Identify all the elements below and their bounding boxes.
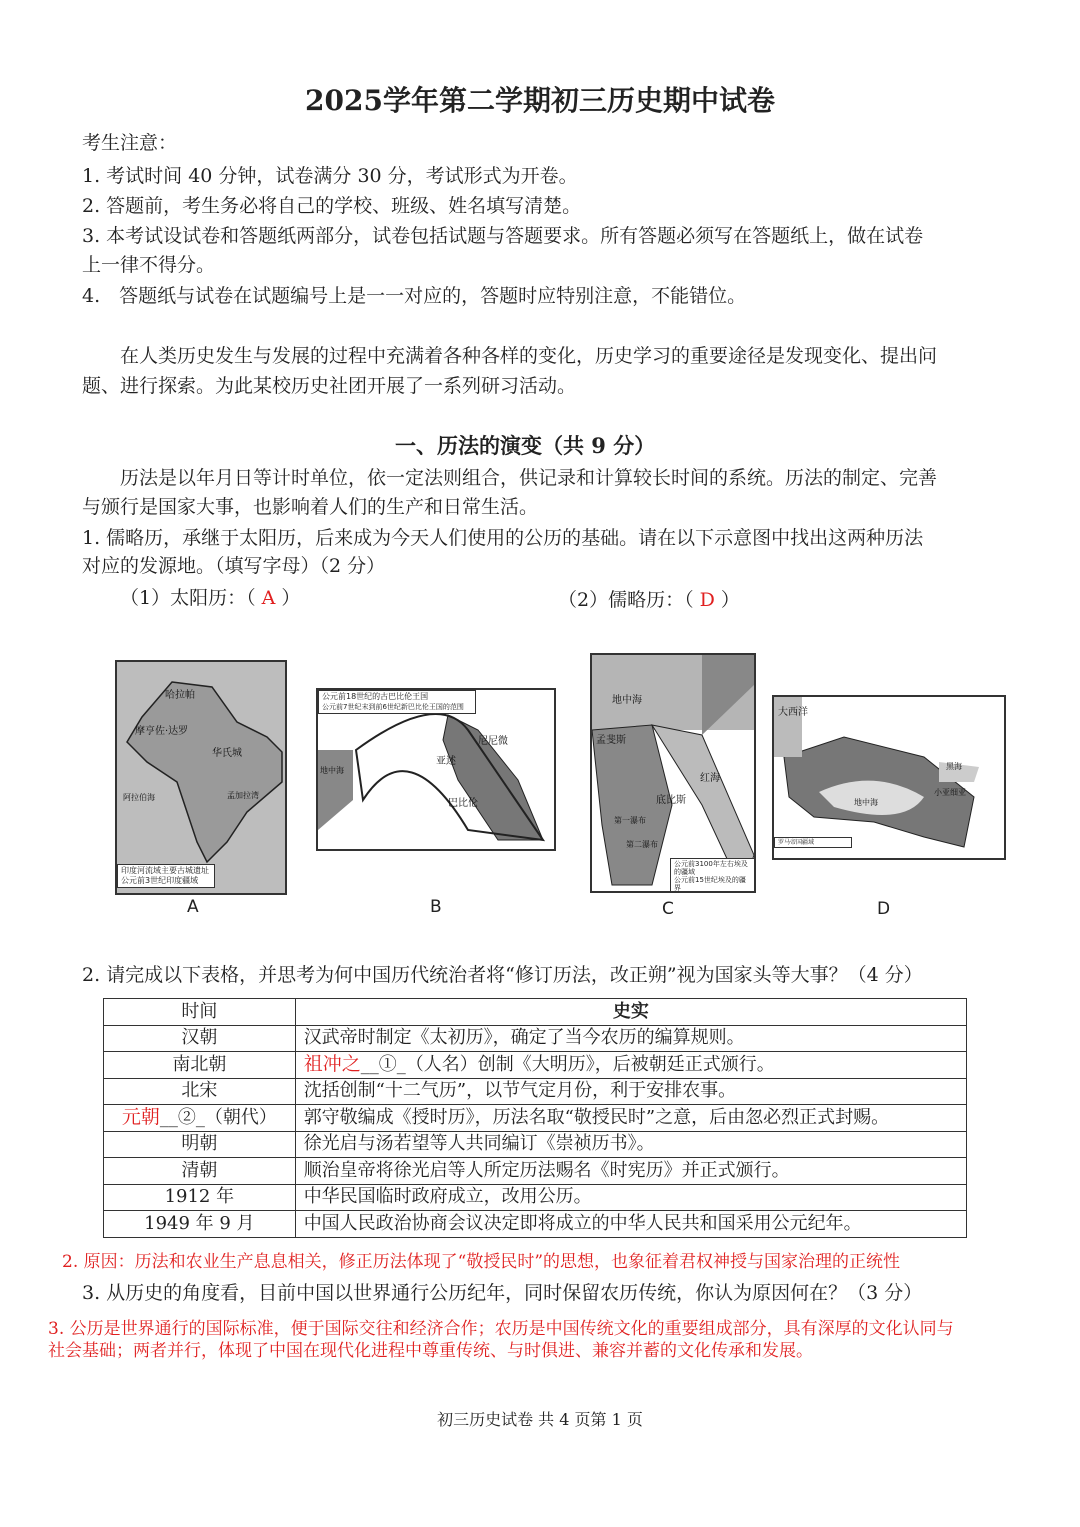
q1-part2-label: （2）儒略历：（ [558,589,694,611]
cell-time: 1912 年 [104,1184,296,1211]
page-footer: 初三历史试卷 共 4 页第 1 页 [437,1410,643,1429]
map-c-egypt [590,653,756,893]
q1-part1-answer: A [261,587,276,609]
map-label: 黑海 [946,762,962,771]
q3-answer: 3. 公历是世界通行的国际标准，便于国际交往和经济合作；农历是中国传统文化的重要组成部分，具有深厚的文化认同与 [48,1319,954,1339]
calendar-history-table [103,998,967,1238]
cell-fact: 顺治皇帝将徐光启等人所定历法赐名《时宪历》并正式颁行。 [295,1158,966,1185]
header-time: 时间 [104,999,296,1026]
table-header-row [104,999,967,1026]
table-row [104,1052,967,1079]
legend-item: 公元前3世纪印度疆域 [121,876,199,885]
map-a-india [115,660,287,895]
map-letter: A [187,897,199,917]
cell-fact: 中华民国临时政府成立，改用公历。 [295,1184,966,1211]
section-desc: 与颁行是国家大事，也影响着人们的生产和日常生活。 [82,496,539,518]
intro-line: 在人类历史发生与发展的过程中充满着各种各样的变化，历史学习的重要途径是发现变化、提出问 [82,345,938,367]
map-label: 大西洋 [778,707,808,718]
cell-fact-text: __①_（人名）创制《大明历》，后被朝廷正式颁行。 [360,1054,775,1076]
map-label: 地中海 [320,766,344,775]
map-b-mesopotamia [316,688,556,851]
map-legend [318,690,476,714]
map-label: 第二瀑布 [626,840,658,849]
q1-part2 [558,588,740,612]
cell-fact: 郭守敬编成《授时历》，历法名取“敬授民时”之意，后由忽必烈正式封赐。 [295,1105,966,1132]
header-fact: 史实 [295,999,966,1026]
map-label: 亚述 [436,756,456,767]
page-title: 2025学年第二学期初三历史期中试卷 [305,84,775,117]
section-heading: 一、历法的演变（共 9 分） [395,433,656,458]
map-label: 底比斯 [656,795,686,806]
legend-item: 公元前18世纪的古巴比伦王国 [322,692,429,701]
section-desc: 历法是以年月日等计时单位，依一定法则组合，供记录和计算较长时间的系统。历法的制定、完善 [82,467,938,489]
map-label: 第一瀑布 [614,816,646,825]
map-letter: B [430,897,442,917]
cell-time: 明朝 [104,1131,296,1158]
q2-answer: 2. 原因：历法和农业生产息息相关，修正历法体现了“敬授民时”的思想，也象征着君权神授与国家治理的正统性 [62,1252,901,1272]
map-label: 哈拉帕 [165,690,195,701]
map-label: 地中海 [854,798,878,807]
cell-time: 1949 年 9 月 [104,1211,296,1238]
map-legend [670,858,756,893]
intro-line: 题、进行探索。为此某校历史社团开展了一系列研习活动。 [82,375,577,397]
cell-time: 南北朝 [104,1052,296,1079]
fill-answer-2: 元朝 [121,1106,160,1129]
cell-fact: 汉武帝时制定《太初历》，确定了当今农历的编算规则。 [295,1025,966,1052]
notice-item: 3. 本考试设试卷和答题纸两部分，试卷包括试题与答题要求。所有答题必须写在答题纸上，做在试卷 [82,225,924,247]
q1-part1 [120,586,300,610]
map-legend [117,864,215,888]
q1-part2-answer: D [699,589,715,611]
map-label: 华氏城 [212,748,242,759]
legend-item: 公元前15世纪埃及的疆界 [674,876,746,892]
map-d-rome [772,695,1006,860]
egypt-outline [592,655,754,891]
map-label: 小亚细亚 [934,788,966,797]
cell-time: 汉朝 [104,1025,296,1052]
cell-fact: 沈括创制“十二气历”，以节气定月份，利于安排农事。 [295,1078,966,1105]
q3-text: 3. 从历史的角度看，目前中国以世界通行公历纪年，同时保留农历传统，你认为原因何在？（3 分） [82,1282,923,1304]
cell-time-text: __②_（朝代） [159,1107,277,1129]
table-row [104,1025,967,1052]
legend-item: 公元前7世纪末到前6世纪新巴比伦王国的范围 [322,703,464,711]
table-row [104,1211,967,1238]
q1-part2-close: ） [720,589,740,611]
map-label: 红海 [700,773,720,784]
map-label: 阿拉伯海 [123,793,155,802]
legend-item: 公元前3100年左右埃及的疆域 [674,860,748,876]
map-label: 摩亨佐·达罗 [135,726,189,737]
notice-item: 2. 答题前，考生务必将自己的学校、班级、姓名填写清楚。 [82,195,582,217]
map-label: 孟斐斯 [596,735,626,746]
notice-heading: 考生注意： [82,132,178,154]
map-label: 地中海 [612,695,642,706]
q1-text: 1. 儒略历，承继于太阳历，后来成为今天人们使用的公历的基础。请在以下示意图中找出这两种历法 [82,527,924,549]
notice-item: 4. 答题纸与试卷在试题编号上是一一对应的，答题时应特别注意，不能错位。 [82,285,747,307]
map-label: 尼尼微 [478,736,508,747]
table-row [104,1105,967,1132]
q1-text: 对应的发源地。（填写字母）（2 分） [82,555,386,577]
map-label: 孟加拉湾 [227,791,259,800]
cell-fact: 中国人民政治协商会议决定即将成立的中华人民共和国采用公元纪年。 [295,1211,966,1238]
q1-part1-label: （1）太阳历：（ [120,587,256,609]
q2-text: 2. 请完成以下表格，并思考为何中国历代统治者将“修订历法，改正朔”视为国家头等大事？（4 分） [82,964,923,986]
fill-answer-1: 祖冲之 [303,1053,361,1076]
india-outline [117,662,285,893]
table-row [104,1131,967,1158]
rome-outline [774,697,1004,858]
cell-time [104,1105,296,1132]
map-letter: C [662,899,674,919]
map-letter: D [877,899,891,919]
map-legend [774,837,852,848]
cell-time: 北宋 [104,1078,296,1105]
cell-fact [295,1052,966,1079]
notice-item: 上一律不得分。 [82,254,216,276]
q3-answer: 社会基础；两者并行，体现了中国在现代化进程中尊重传统、与时俱进、兼容并蓄的文化传承和发展。 [48,1341,813,1361]
cell-fact: 徐光启与汤若望等人共同编订《崇祯历书》。 [295,1131,966,1158]
table-row [104,1158,967,1185]
table-row [104,1078,967,1105]
legend-item: 印度河流域主要古城遗址 [121,866,209,875]
q1-part1-close: ） [281,587,301,609]
map-label: 巴比伦 [448,798,478,809]
table-row [104,1184,967,1211]
legend-item: 罗马帝国疆域 [778,839,815,846]
notice-item: 1. 考试时间 40 分钟，试卷满分 30 分，考试形式为开卷。 [82,165,578,187]
cell-time: 清朝 [104,1158,296,1185]
